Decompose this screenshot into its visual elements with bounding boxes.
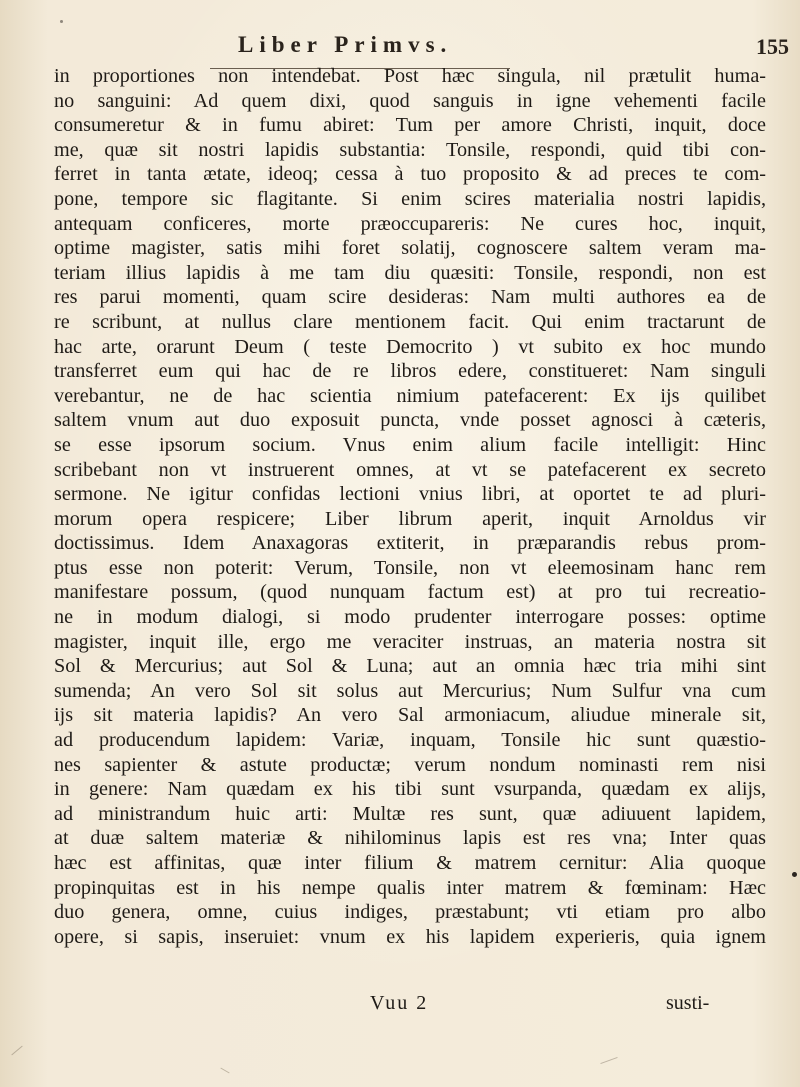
- page-footer: [0, 992, 800, 1022]
- text-line: sumenda; An vero Sol sit solus aut Mercurius; Num Sulfur vna cum: [54, 679, 766, 702]
- text-line: me, quæ sit nostri lapidis substantia: Tonsile, respondi, quid tibi con-: [54, 138, 766, 161]
- text-line: opere, si sapis, inseruiet: vnum ex his lapidem experieris, quia ignem: [54, 925, 766, 948]
- text-line: nes sapienter & astute productæ; verum nondum nominasti rem nisi: [54, 753, 766, 776]
- page-number: 155: [756, 34, 789, 59]
- text-line: no sanguini: Ad quem dixi, quod sanguis in igne vehementi facile: [54, 89, 766, 112]
- text-line: Sol & Mercurius; aut Sol & Luna; aut an omnia hæc tria mihi sint: [54, 655, 766, 678]
- text-line: teriam illius lapidis à me tam diu quæsiti: Tonsile, respondi, non est: [54, 261, 766, 284]
- text-line: at duæ saltem materiæ & nihilominus lapis est res vna; Inter quas: [54, 827, 766, 850]
- text-line: verebantur, ne de hac scientia nimium patefacerent: Ex ijs quilibet: [54, 384, 766, 407]
- ink-speck: [60, 20, 63, 23]
- catchword: susti-: [666, 992, 710, 1014]
- text-line: manifestare possum, (quod nunquam factum est) at pro tui recreatio-: [54, 581, 766, 604]
- text-line: in genere: Nam quædam ex his tibi sunt vsurpanda, quædam ex alijs,: [54, 778, 766, 801]
- text-line: optime magister, satis mihi foret solatij, cognoscere saltem veram ma-: [54, 237, 766, 260]
- text-line: ferret in tanta ætate, ideoq; cessa à tuo proposito & ad preces te com-: [54, 163, 766, 186]
- text-line: se esse ipsorum socium. Vnus enim alium facile intelligit: Hinc: [54, 433, 766, 456]
- body-text: [54, 64, 766, 949]
- text-line: doctissimus. Idem Anaxagoras extiterit, in præparandis rebus prom-: [54, 532, 766, 555]
- text-line: ne in modum dialogi, si modo prudenter interrogare posses: optime: [54, 606, 766, 629]
- running-title: Liber Primvs.: [238, 32, 453, 57]
- signature-mark: Vuu 2: [370, 992, 429, 1014]
- text-line: magister, inquit ille, ergo me veraciter instruas, an materia nostra sit: [54, 630, 766, 653]
- text-line: in proportiones non intendebat. Post hæc singula, nil prætulit huma-: [54, 65, 766, 87]
- text-line: ijs sit materia lapidis? An vero Sal armoniacum, aliudue minerale sit,: [54, 704, 766, 727]
- text-line: re scribunt, at nullus clare mentionem facit. Qui enim tractarunt de: [54, 310, 766, 333]
- paper-blemish: [11, 1046, 22, 1056]
- text-line: ad producendum lapidem: Variæ, inquam, Tonsile hic sunt quæstio-: [54, 729, 766, 752]
- text-line: consumeretur & in fumu abiret: Tum per amore Christi, inquit, doce: [54, 114, 766, 137]
- text-line: duo genera, omne, cuius indiges, præstabunt; vti etiam pro albo: [54, 901, 766, 924]
- text-line: pone, tempore sic flagitante. Si enim scires materialia nostri lapidis,: [54, 187, 766, 210]
- text-line: propinquitas est in his nempe qualis inter matrem & fœminam: Hæc: [54, 876, 766, 899]
- text-line: antequam conficeres, morte præoccupareris: Ne cures hoc, inquit,: [54, 212, 766, 235]
- text-line: hæc est affinitas, quæ inter filium & matrem cernitur: Alia quoque: [54, 852, 766, 874]
- text-line: ptus esse non poterit: Verum, Tonsile, non vt eleemosinam hanc rem: [54, 556, 766, 579]
- text-line: hac arte, orarunt Deum ( teste Democrito ) vt subito ex hoc mundo: [54, 335, 766, 358]
- text-line: res parui momenti, quam scire desideras: Nam multi authores ea de: [54, 286, 766, 309]
- running-head: [0, 14, 800, 59]
- text-line: transferret eum qui hac de re libros edere, constitueret: Nam singuli: [54, 360, 766, 383]
- text-line: sermone. Ne igitur confidas lectioni vnius libri, at oportet te ad pluri-: [54, 483, 766, 506]
- text-line: scribebant non vt instruerent omnes, at vt se patefacerent ex secreto: [54, 458, 766, 481]
- text-line: ad ministrandum huic arti: Multæ res sunt, quæ adiuuent lapidem,: [54, 802, 766, 825]
- text-line: saltem vnum aut duo exposuit puncta, vnde posset agnosci à cæteris,: [54, 409, 766, 432]
- paper-blemish: [220, 1068, 229, 1074]
- ink-speck: [792, 872, 797, 877]
- paper-blemish: [600, 1057, 617, 1064]
- text-line: morum opera respicere; Liber librum aperit, inquit Arnoldus vir: [54, 507, 766, 530]
